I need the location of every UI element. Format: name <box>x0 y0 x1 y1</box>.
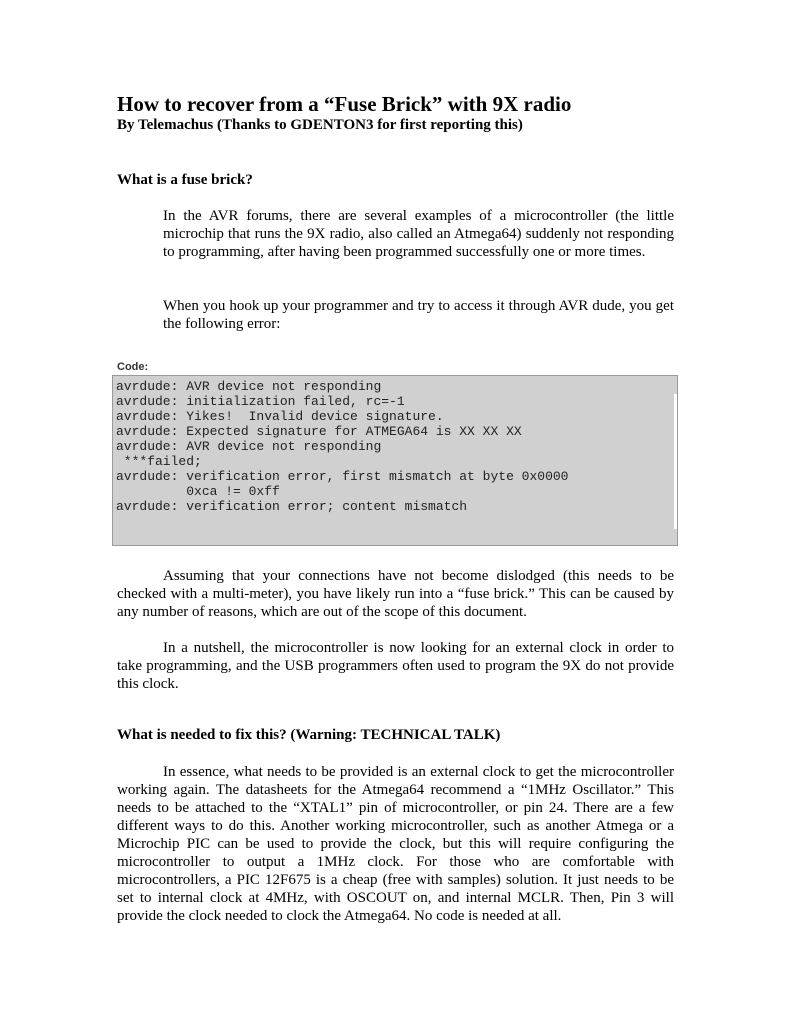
paragraph-in-a-nutshell: In a nutshell, the microcontroller is now looking for an external clock in order to take programming, and the USB programmers often used to program the 9X do not provide this clock. <box>117 640 674 692</box>
code-block-text[interactable] <box>116 379 568 514</box>
document-byline: By Telemachus (Thanks to GDENTON3 for first reporting this) <box>117 117 523 133</box>
document-title: How to recover from a “Fuse Brick” with 9X radio <box>117 92 572 116</box>
code-scrollbar[interactable] <box>674 394 677 529</box>
code-line: avrdude: verification error; content mismatch <box>116 499 468 514</box>
code-line: avrdude: Expected signature for ATMEGA64 is XX XX XX <box>116 424 522 439</box>
code-block[interactable] <box>112 375 678 546</box>
paragraph-hook-up-programmer: When you hook up your programmer and try to access it through AVR dude, you get the following error: <box>163 298 674 332</box>
code-label: Code: <box>117 361 149 373</box>
paragraph-avr-forums: In the AVR forums, there are several examples of a microcontroller (the little microchip that runs the 9X radio, also called an Atmega64) suddenly not responding to programming, after having been programmed successfully one or more times. <box>163 208 674 260</box>
paragraph-in-essence: In essence, what needs to be provided is an external clock to get the microcontroller working again. The datasheets for the Atmega64 recommend a “1MHz Oscillator.” This needs to be attached to the “XTAL1” pin of microcontroller, or pin 24. There are a few different ways to do this. Another working microcontroller, such as another Atmega or a Microchip PIC can be used to provide the clock, but this will require configuring the microcontroller to output a 1MHz clock. For those who are comfortable with microcontrollers, a PIC 12F675 is a cheap (free with samples) solution. It just needs to be set to internal clock at 4MHz, with OSCOUT on, and internal MCLR. Then, Pin 3 will provide the clock needed to clock the Atmega64. No code is needed at all. <box>117 764 674 924</box>
code-line: avrdude: AVR device not responding <box>116 379 382 394</box>
code-line: 0xca != 0xff <box>116 484 280 499</box>
code-line: avrdude: Yikes! Invalid device signature. <box>116 409 444 424</box>
code-line: avrdude: initialization failed, rc=-1 <box>116 394 405 409</box>
section-heading-what-is-fuse-brick: What is a fuse brick? <box>117 172 253 188</box>
section-heading-what-is-needed: What is needed to fix this? (Warning: TECHNICAL TALK) <box>117 727 501 743</box>
code-line: avrdude: AVR device not responding <box>116 439 382 454</box>
code-line: ***failed; <box>116 454 202 469</box>
code-line: avrdude: verification error, first mismatch at byte 0x0000 <box>116 469 569 484</box>
paragraph-assuming-connections: Assuming that your connections have not become dislodged (this needs to be checked with a multi-meter), you have likely run into a “fuse brick.” This can be caused by any number of reasons, which are out of the scope of this document. <box>117 568 674 620</box>
